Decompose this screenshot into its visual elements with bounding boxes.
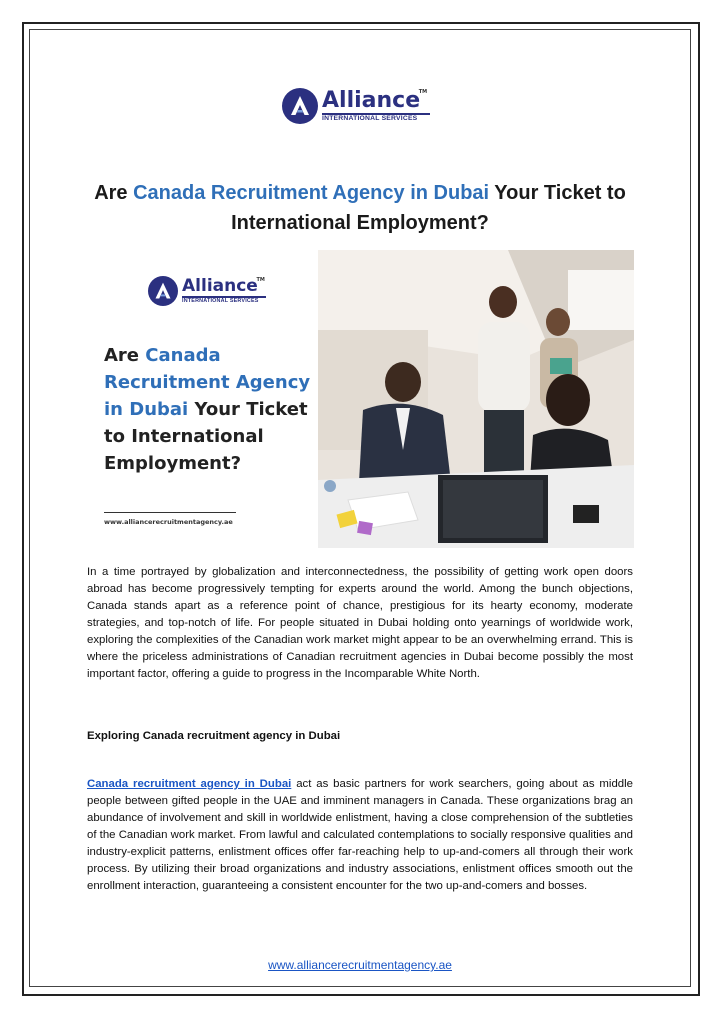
hero-website-url: www.alliancerecruitmentagency.ae [104,518,233,526]
brand-tagline: INTERNATIONAL SERVICES [182,297,259,304]
brand-name: Alliance TM [182,275,265,296]
canada-recruitment-agency-link[interactable]: Canada recruitment agency in Dubai [87,778,292,790]
alliance-logo-hero [148,276,266,306]
page-title: Are Canada Recruitment Agency in Dubai Your Ticket to International Employment? [94,182,626,234]
alliance-wordmark [322,87,430,123]
brand-name: Alliance TM [322,87,428,113]
alliance-mark-icon [282,88,318,124]
brand-tagline: INTERNATIONAL SERVICES [322,114,418,122]
hero-divider [104,512,236,513]
hero-heading: Are Canada Recruitment Agency in Dubai Your Ticket to International Employment? [104,345,311,474]
section-paragraph [87,776,633,895]
alliance-wordmark [182,275,266,304]
alliance-logo-top [282,88,430,124]
hero-banner [86,250,634,548]
alliance-mark-icon [148,276,178,306]
section-paragraph-text: act as basic partners for work searchers, going about as middle people between gifted people in the UAE and imminent managers in Canada. These organizations brag an abundance of involvement and skill in worldwide enlistment, having a close comprehension of the subtleties of the Canadian work market. From lawful and calculated contemplations to socially responsive qualities and industry-explicit patterns, enlistment offices offer far-reaching help to up-and-comers all through their work process. By utilizing their broad organizations and industry associations, enlistment offices smooth out the enrollment interaction, guaranteeing a consistent encounter for the two up-and-comers and bosses. [87,778,633,892]
office-team-photo [318,250,634,548]
section-heading: Exploring Canada recruitment agency in Dubai [87,730,341,742]
intro-paragraph: In a time portrayed by globalization and interconnectedness, the possibility of getting work open doors abroad has become progressively tempting for experts around the world. Among the bunch objections, Canada stands apart as a reference point of chance, prestigious for its hearty economy, moderate strategies, and top-notch of life. For people situated in Dubai holding onto yearnings of worldwide work, exploring the complexities of the Canadian work market might appear to be an overwhelming errand. This is where the priceless administrations of Canadian recruitment agencies in Dubai become possibly the most important factor, offering a guide to progress in the Incomparable White North. [87,566,633,680]
footer-website-link[interactable]: www.alliancerecruitmentagency.ae [268,958,452,972]
